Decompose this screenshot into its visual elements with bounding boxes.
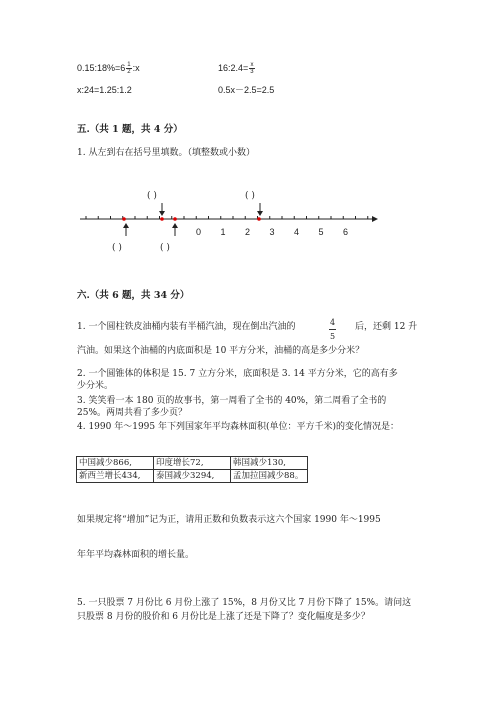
down-arrow-icon bbox=[257, 203, 263, 216]
equation-1-tail: :x bbox=[132, 62, 140, 73]
answer-blank-below-2[interactable]: ( ) bbox=[160, 243, 170, 253]
number-line-label: 0 bbox=[195, 227, 202, 237]
question-2-line-2: 少分米。 bbox=[77, 381, 114, 391]
section-5-title: 五.（共 1 题，共 4 分） bbox=[77, 124, 183, 135]
table-cell: 中国减少866, bbox=[77, 457, 154, 470]
question-1-fraction: $\frac{4}{5}$ bbox=[330, 318, 336, 341]
question-3-line-1: 3. 笑笑看一本 180 页的故事书，第一周看了全书的 40%，第二周看了全书的 bbox=[77, 396, 387, 406]
number-line-label: 5 bbox=[318, 227, 324, 237]
down-arrow-icon bbox=[159, 203, 165, 216]
red-point-2 bbox=[160, 217, 164, 221]
section-6-title: 六.（共 6 题，共 34 分） bbox=[77, 290, 190, 301]
table-cell: 孟加拉国减少88。 bbox=[231, 470, 308, 483]
equation-4: 0.5x－2.5=2.5 bbox=[218, 85, 275, 95]
equation-1-fraction: $\frac{1}{2}$ bbox=[127, 62, 131, 75]
table-cell: 新西兰增长434, bbox=[77, 470, 154, 483]
answer-blank-above-2[interactable]: ( ) bbox=[245, 191, 255, 201]
red-point-4 bbox=[257, 217, 261, 221]
question-1-line-2: 汽油。如果这个油桶的内底面积是 10 平方分米，油桶的高是多少分米？ bbox=[77, 346, 365, 356]
number-line-labels bbox=[196, 227, 348, 237]
question-5-line-1: 5. 一只股票 7 月份比 6 月份上涨了 15%，8 月份又比 7 月份下降了 15%。请问这 bbox=[77, 598, 412, 608]
up-arrow-icon bbox=[123, 223, 129, 236]
question-4-line-1: 4. 1990 年～1995 年下列国家年平均森林面积(单位：平方千米)的变化情况是： bbox=[77, 422, 400, 432]
number-line-label: 3 bbox=[269, 227, 275, 237]
question-2-line-1: 2. 一个圆锥体的体积是 15. 7 立方分米，底面积是 3. 14 平方分米，它的高有多 bbox=[77, 369, 398, 379]
equation-2-fraction: $\frac{x}{3}$ bbox=[250, 62, 254, 75]
number-line-label: 2 bbox=[244, 227, 251, 237]
table-cell: 印度增长72, bbox=[154, 457, 231, 470]
question-1-line-1a: 1. 一个圆柱铁皮油桶内装有半桶汽油，现在倒出汽油的 bbox=[77, 322, 296, 332]
equation-3: x:24=1.25:1.2 bbox=[77, 85, 132, 95]
question-3-line-2: 25%。两周共看了多少页？ bbox=[77, 408, 188, 418]
number-line-arrowhead bbox=[372, 216, 378, 222]
red-point-3 bbox=[173, 217, 177, 221]
number-line-label: 1 bbox=[220, 227, 226, 237]
number-line-label: 6 bbox=[342, 227, 349, 237]
table-cell: 韩国减少130, bbox=[231, 457, 308, 470]
question-5-line-2: 只股票 8 月份的股价和 6 月份比是上涨了还是下降了？变化幅度是多少？ bbox=[77, 612, 370, 622]
answer-blank-above-1[interactable]: ( ) bbox=[147, 191, 157, 201]
number-line-label: 4 bbox=[293, 227, 300, 237]
table-row bbox=[77, 470, 308, 483]
section-5-question-1: 1. 从左到右在括号里填数。（填整数或小数） bbox=[77, 148, 255, 158]
table-cell: 泰国减少3294, bbox=[154, 470, 231, 483]
table-row bbox=[77, 457, 308, 470]
question-4-line-2: 如果规定将“增加”记为正，请用正数和负数表示这六个国家 1990 年～1995 bbox=[77, 515, 381, 525]
answer-blank-below-1[interactable]: ( ) bbox=[112, 243, 122, 253]
red-point-1 bbox=[122, 217, 126, 221]
equation-1-left: 0.15:18%=6 bbox=[77, 62, 126, 73]
question-1-line-1b: 后，还剩 12 升 bbox=[355, 322, 418, 332]
up-arrow-icon bbox=[172, 223, 178, 236]
question-4-line-3: 年年平均森林面积的增长量。 bbox=[77, 550, 195, 560]
forest-change-table bbox=[76, 456, 308, 483]
equation-2-left: 16:2.4= bbox=[218, 62, 249, 73]
